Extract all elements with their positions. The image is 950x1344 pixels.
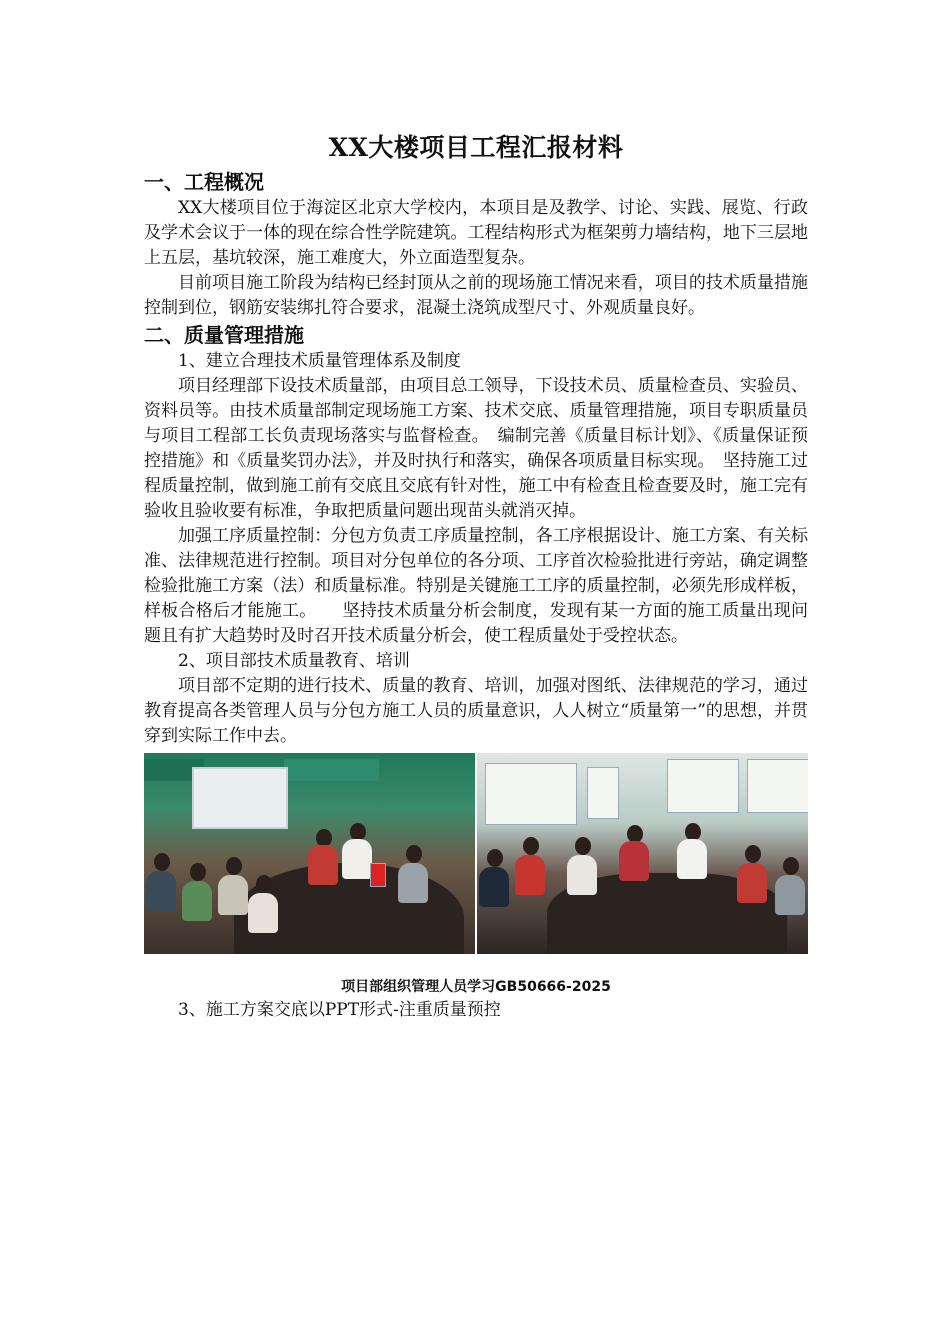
person xyxy=(146,871,176,911)
quality-paragraph-2: 加强工序质量控制：分包方负责工序质量控制，各工序根据设计、施工方案、有关标准、法律规范进行控制。项目对分包单位的各分项、工序首次检验批进行旁站，确定调整检验批施工方案（法）和质量标准。特别是关键施工工序的质量控制，必须先形成样板，样板合格后才能施工。 坚持技术质量分析会制度，发现有某一方面的施工质量出现问题且有扩大趋势时及时召开技术质量分析会，使工程质量处于受控状态。 xyxy=(144,526,808,646)
photo-caption: 项目部组织管理人员学习GB50666-2025 xyxy=(341,979,611,995)
wall-board xyxy=(747,759,808,813)
person xyxy=(226,857,242,875)
subheading-quality-system: 1、建立合理技术质量管理体系及制度 xyxy=(178,351,461,371)
meeting-photo-right xyxy=(477,753,808,954)
person xyxy=(248,893,278,933)
person xyxy=(783,857,799,875)
person xyxy=(775,875,805,915)
person xyxy=(737,863,767,903)
person xyxy=(154,853,170,871)
person xyxy=(342,839,372,879)
person xyxy=(479,867,509,907)
person xyxy=(619,841,649,881)
overview-paragraph-1: XX大楼项目位于海淀区北京大学校内，本项目是及教学、讨论、实践、展览、行政及学术会议于一体的现在综合性学院建筑。工程结构形式为框架剪力墙结构，地下三层地上五层，基坑较深，施工难度大，外立面造型复杂。 xyxy=(144,198,808,268)
flag xyxy=(370,863,386,887)
person xyxy=(256,875,272,893)
overview-paragraph-2: 目前项目施工阶段为结构已经封顶从之前的现场施工情况来看，项目的技术质量措施控制到位，钢筋安装绑扎符合要求，混凝土浇筑成型尺寸、外观质量良好。 xyxy=(144,273,808,318)
wall-board xyxy=(587,767,619,819)
person xyxy=(308,845,338,885)
meeting-photo-left xyxy=(144,753,475,954)
person xyxy=(190,863,206,881)
photo-banner xyxy=(284,759,379,781)
section-heading-quality: 二、质量管理措施 xyxy=(144,323,304,347)
section-heading-overview: 一、工程概况 xyxy=(144,170,264,194)
person xyxy=(677,839,707,879)
wall-board xyxy=(667,759,739,813)
person xyxy=(575,837,591,855)
person xyxy=(398,863,428,903)
training-paragraph: 项目部不定期的进行技术、质量的教育、培训，加强对图纸、法律规范的学习，通过教育提高各类管理人员与分包方施工人员的质量意识，人人树立“质量第一”的思想，并贯穿到实际工作中去。 xyxy=(144,676,808,746)
document-page xyxy=(144,128,808,1023)
projector-screen xyxy=(192,767,288,829)
person xyxy=(487,849,503,867)
person xyxy=(515,855,545,895)
document-title: XX大楼项目工程汇报材料 xyxy=(328,133,624,162)
subheading-training: 2、项目部技术质量教育、培训 xyxy=(178,651,410,671)
quality-paragraph-1: 项目经理部下设技术质量部，由项目总工领导，下设技术员、质量检查员、实验员、资料员等。由技术质量部制定现场施工方案、技术交底、质量管理措施，项目专职质量员与项目工程部工长负责现场落实与监督检查。 编制完善《质量目标计划》、《质量保证预控措施》和《质量奖罚办法》，并及时执行和落实，确保各项质量目标实现。 坚持施工过程质量控制，做到施工前有交底且交底有针对性，施工中有检查且检查要及时，施工完有验收且验收要有标准，争取把质量问题出现苗头就消灭掉。 xyxy=(144,376,808,521)
person xyxy=(182,881,212,921)
person xyxy=(218,875,248,915)
person xyxy=(523,837,539,855)
subheading-ppt-briefing: 3、施工方案交底以PPT形式-注重质量预控 xyxy=(178,1000,501,1020)
meeting-photos xyxy=(144,753,808,954)
person xyxy=(406,845,422,863)
wall-board xyxy=(485,763,577,825)
person xyxy=(745,845,761,863)
person xyxy=(567,855,597,895)
